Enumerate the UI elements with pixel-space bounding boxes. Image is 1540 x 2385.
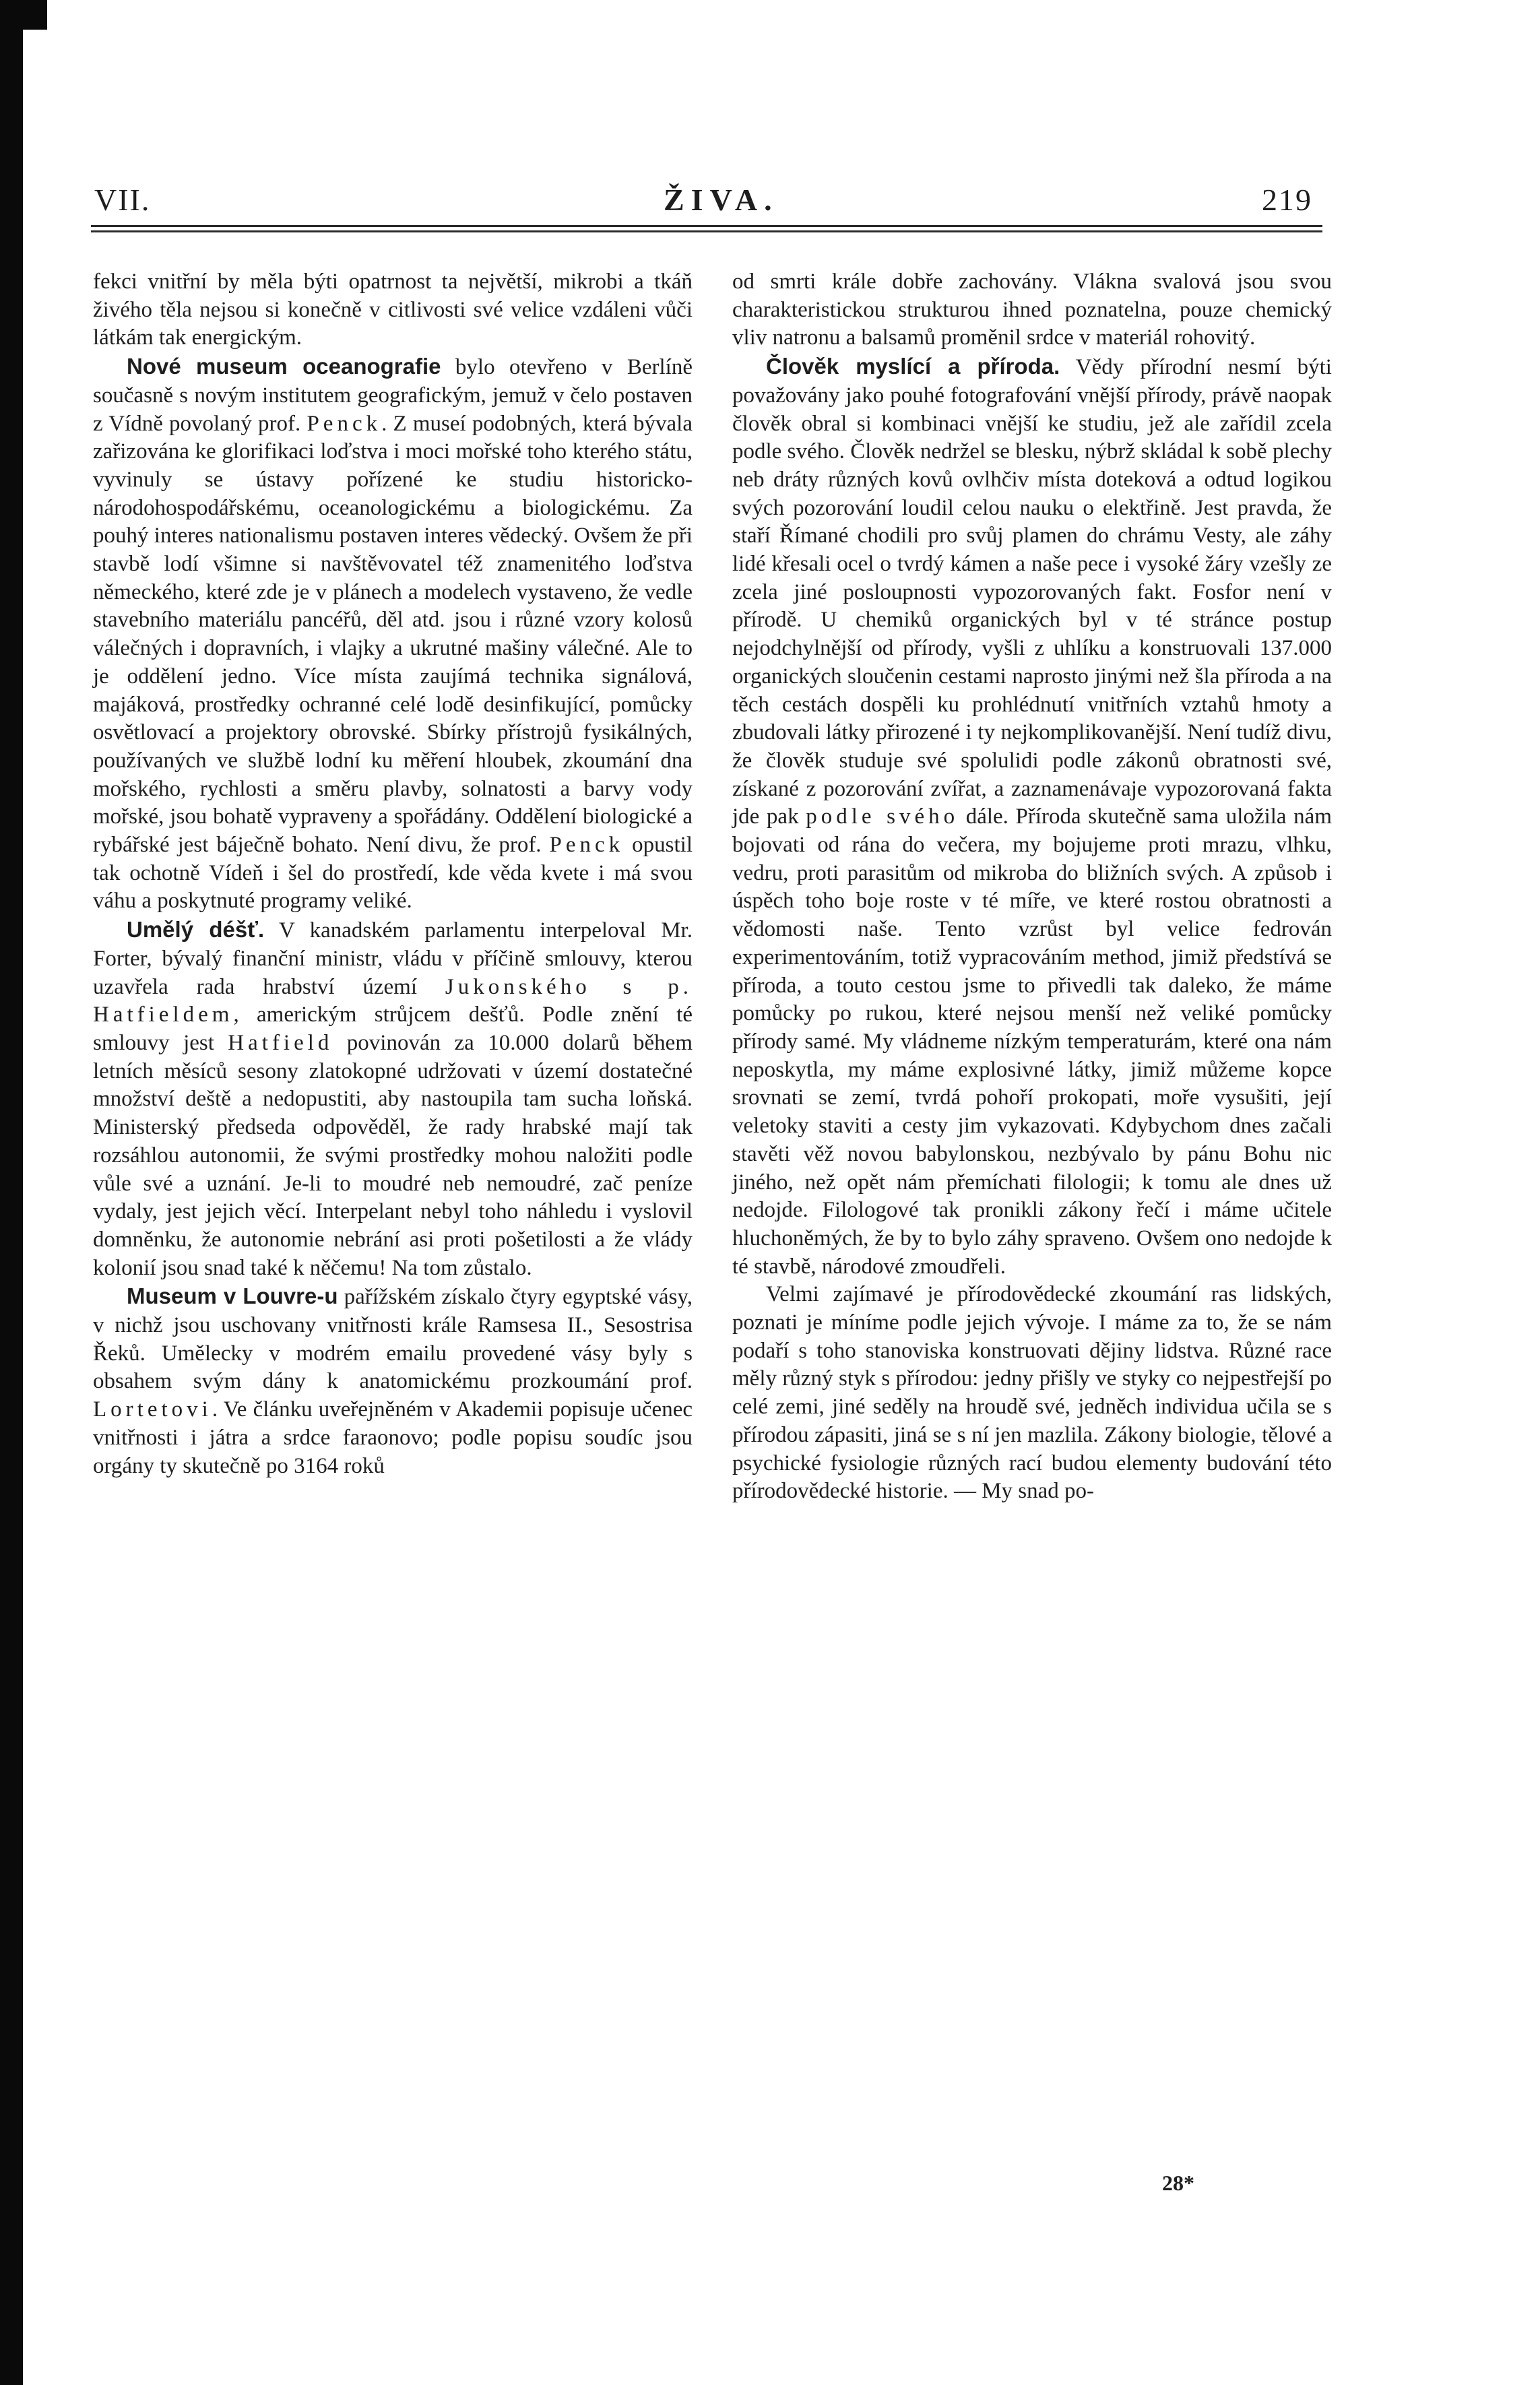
left-column bbox=[93, 268, 693, 1480]
right-paragraph-races: Velmi zajímavé je přírodovědecké zkoumání ras lidských, poznati je míníme podle jejich vývoje. I máme za to, že se nám podaří s toho stanoviska konstruovati dějiny lidstva. Různé race měly různý styk s přírodou: jedny přišly ve styky co nejpestřejší po celé zemi, jiné seděly na hroudě své, jedněch individua učila se s přírodou zápasiti, jiná se s ní jen mazlila. Zákony biologie, tělové a psychické fysiologie různých rací budou elementy budování této přírodovědecké historie. — My snad po- bbox=[732, 1282, 1332, 1504]
spaced-phrase: podle svého bbox=[806, 804, 959, 829]
spaced-name: Penck bbox=[307, 411, 382, 436]
article-louvre: Museum v Louvre-u pařížském získalo čtyry egyptské vásy, v nichž jsou uschovany vnitřnosti krále Ramsesa II., Sesostrisa Řeků. Umělecky v modrém emailu provedené vásy byly s obsahem svým dány k anatomickému prozkoumání prof. Lortetovi. Ve článku uveřejněném v Akademii popisuje učenec vnitřnosti i játra a srdce faraonovo; podle popisu soudíc jsou orgány ty skutečně po 3164 roků bbox=[93, 1283, 693, 1478]
header-rule-bottom bbox=[91, 230, 1322, 232]
printer-signature: 28* bbox=[1162, 2171, 1194, 2195]
journal-title: ŽIVA. bbox=[664, 183, 779, 217]
right-column bbox=[732, 268, 1332, 1506]
spaced-name: Lortetovi bbox=[93, 1397, 212, 1422]
header-rule-top bbox=[91, 225, 1322, 227]
section-heading: Člověk myslící a příroda. bbox=[766, 354, 1060, 379]
article-artificial-rain: Umělý déšť. V kanadském parlamentu interpeloval Mr. Forter, bývalý finanční ministr, vládu v příčině smlouvy, kterou uzavřela rada hrabství území Jukonského s p. Hatfieldem, americkým strůjcem dešťů. Podle znění té smlouvy jest Hatfield povinován za 10.000 dolarů během letních měsíců sesony zlatokopné udržovati v území dostatečné množství deště a nedopustiti, aby nastoupila tam sucha loňská. Ministerský předseda odpověděl, že rady hrabské mají tak rozsáhlou autonomii, že svými prostředky mohou naložiti podle vůle své a uznání. Je-li to moudré neb nemoudré, zač peníze vydaly, jest jejich věcí. Interpelant nebyl toho náhledu i vyslovil domněnku, že autonomie nebrání asi proti pošetilosti a že vlády kolonií jsou snad také k něčemu! Na tom zůstalo. bbox=[93, 917, 693, 1280]
section-heading: Museum v Louvre-u bbox=[127, 1283, 338, 1309]
spaced-name: Penck bbox=[549, 833, 624, 858]
article-museum-oceanography: Nové museum oceanografie bylo otevřeno v Berlíně současně s novým institutem geografickým, jemuž v čelo postaven z Vídně povolaný prof. Penck. Z museí podobných, která bývala zařizována ke glorifikaci loďstva i moci mořské toho kterého státu, vyvinuly se ústavy pořízené ke studiu historicko-národohospodářskému, oceanologickému a biologickému. Za pouhý interes nationalismu postaven interes vědecký. Ovšem že při stavbě lodí všimne si navštěvovatel též znamenitého loďstva německého, které zde je v plánech a modelech vystaveno, že vedle stavebního materiálu pancéřů, děl atd. jsou i různé vzory kolosů válečných i dopravních, i vlajky a ukrutné mašiny válečné. Ale to je oddělení jedno. Více místa zaujímá technika signálová, majáková, prostředky ochranné celé lodě desinfikující, pomůcky osvětlovací a projektory obrovské. Sbírky přístrojů fysikálných, používaných ve službě lodní ku měření hloubek, zkoumání dna mořského, rychlosti a směru plavby, solnatosti a barvy vody mořské, jsou bohatě vypraveny a spořádány. Oddělení biologické a rybářské jest báječně bohato. Není divu, že prof. Penck opustil tak ochotně Vídeň i šel do prostředí, kde věda kvete i má svou váhu a poskytnuté programy veliké. bbox=[93, 354, 693, 914]
scan-tab bbox=[23, 0, 47, 30]
scan-border bbox=[0, 0, 23, 2385]
page-number: 219 bbox=[1262, 183, 1312, 217]
right-paragraph-continuation: od smrti krále dobře zachovány. Vlákna svalová jsou svou charakteristickou strukturou ihned poznatelna, pouze chemický vliv natronu a balsamů proměnil srdce v materiál rohovitý. bbox=[732, 269, 1332, 350]
article-thinking-man: Člověk myslící a příroda. Vědy přírodní nesmí býti považovány jako pouhé fotografování vnější přírody, právě naopak člověk obral si kombinaci vnější ke studiu, jež ale zařídil zcela podle svého. Člověk nedržel se blesku, nýbrž skládal k sobě plechy neb dráty různých kovů ovlhčiv místa doteková a odtud logikou svých pozorování loudil celou nauku o elektřině. Jest pravda, že staří Římané chodili pro svůj plamen do chrámu Vesty, ale záhy lidé křesali ocel o tvrdý kámen a naše pece i vysoké žáry vzešly ze zcela jiné posloupnosti vypozorovaných fakt. Fosfor není v přírodě. U chemiků organických byl v té stránce postup nejodchylnější od přírody, vyšli z uhlíku a konstruovali 137.000 organických sloučenin cestami naprosto jinými než šla příroda a na těch cestách dospěli ku prohlédnutí vnitřních vztahů hmoty a zbudovali látky přirozené i ty nejkomplikovanější. Není tudíž divu, že člověk studuje své spolulidi podle zákonů obratnosti své, získané z pozorování zvířat, a zaznamenávaje vypozorovaná fakta jde pak podle svého dále. Příroda skutečně sama uložila nám bojovati od rána do večera, my bojujeme proti mrazu, vlhku, vedru, proti parasitům od mikroba do bližních svých. A způsob i úspěch toho boje roste v té míře, ve které rostou obratnosti a vědomosti naše. Tento vzrůst byl velice fedrován experimentováním, totiž vypracováním method, jimiž předstívá se příroda, a touto cestou jsme to přivedli tak daleko, že máme pomůcky po rukou, které nejsou menší než veliké pomůcky přírody samé. My vládneme nízkým temperaturám, které ona nám neposkytla, my máme explosivné látky, jimiž můžeme kopce srovnati se zemí, tvrdá pohoří prokopati, moře vysušiti, její veletoky staviti a cesty jim vykazovati. Kdybychom dnes začali stavěti věž novou babylonskou, nezbývalo by pánu Bohu nic jiného, než opět nám přemíchati filologii; k tomu ale dnes už nedojde. Filologové tak pronikli zákony řečí i máme učitele hluchoněmých, že by to bylo záhy spraveno. Ovšem ono nedojde k té stavbě, národové zmoudřeli. bbox=[732, 354, 1332, 1279]
left-paragraph-continuation: fekci vnitřní by měla býti opatrnost ta největší, mikrobi a tkáň živého těla nejsou si konečně v citlivosti své velice vzdáleni vůči látkám tak energickým. bbox=[93, 269, 693, 350]
volume-number: VII. bbox=[94, 183, 151, 217]
section-heading: Nové museum oceanografie bbox=[127, 354, 441, 379]
running-header bbox=[91, 182, 1322, 222]
spaced-name: Hatfield bbox=[228, 1030, 333, 1055]
spaced-name: Jukonského s p. Hatfieldem bbox=[93, 974, 693, 1027]
section-heading: Umělý déšť. bbox=[127, 917, 265, 943]
